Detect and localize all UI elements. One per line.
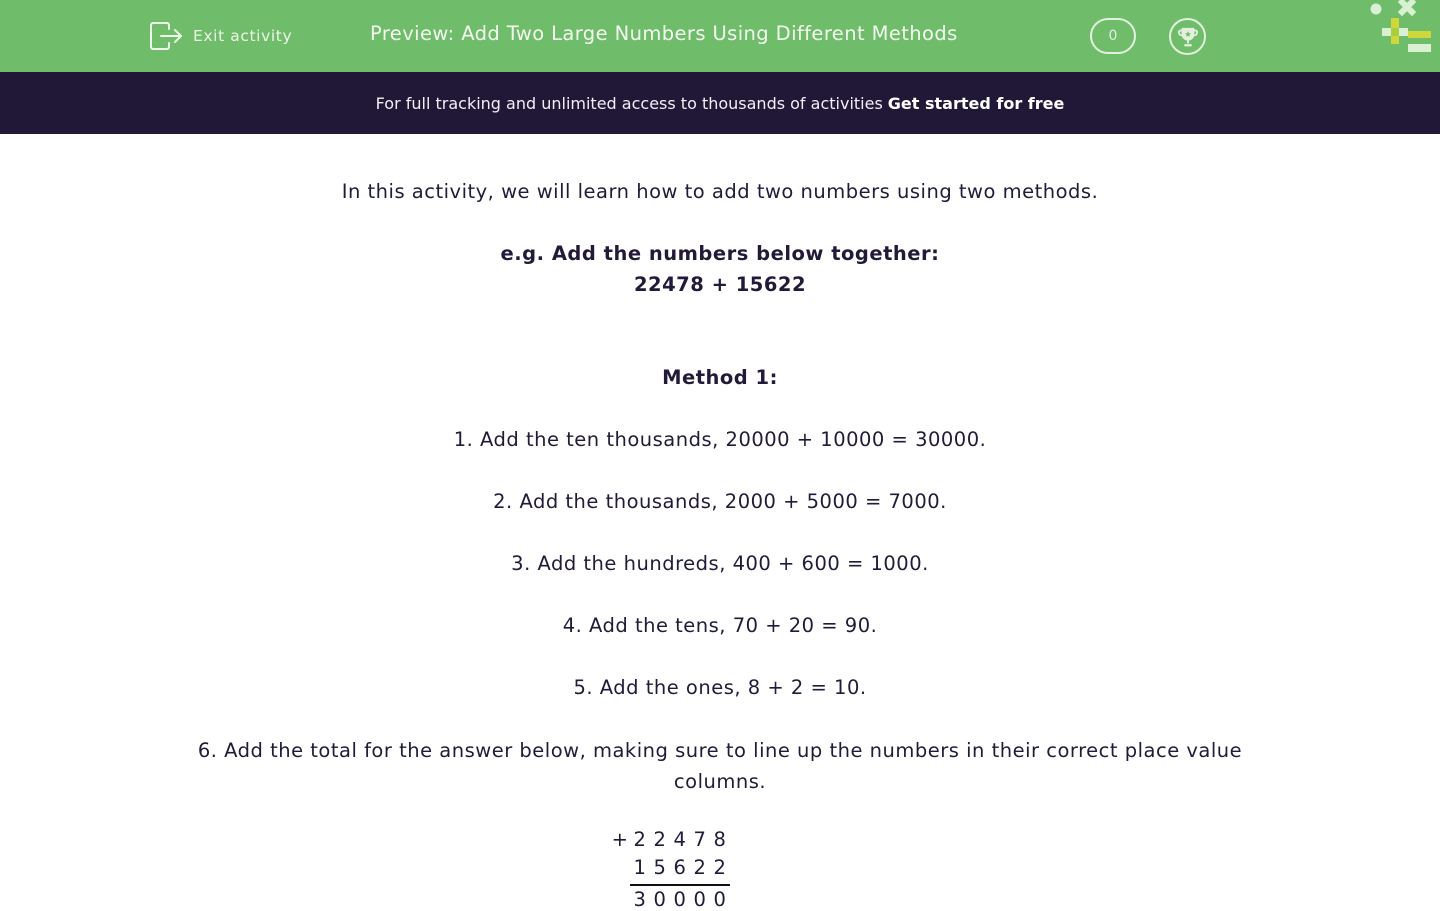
- digit: 2: [633, 828, 647, 851]
- addend-row-2: [610, 856, 735, 884]
- digit: 0: [673, 888, 687, 911]
- digit: 4: [673, 828, 687, 851]
- signup-banner: [0, 72, 1440, 134]
- trophy-icon: [1177, 26, 1199, 48]
- column-addition: [610, 828, 735, 911]
- digit: 2: [653, 828, 667, 851]
- exit-activity-label: Exit activity: [193, 27, 293, 45]
- exit-icon: [149, 21, 183, 51]
- example-heading: e.g. Add the numbers below together:: [500, 242, 940, 265]
- intro-text: In this activity, we will learn how to add two numbers using two methods.: [341, 180, 1099, 203]
- digit: 0: [713, 888, 727, 911]
- digit: 6: [673, 856, 687, 879]
- digit: 0: [653, 888, 667, 911]
- step-6: 6. Add the total for the answer below, making sure to line up the numbers in their correct place value columns.: [197, 739, 1243, 793]
- brand-logo-icon: [1366, 0, 1440, 56]
- digit: 3: [633, 888, 647, 911]
- digit: 2: [713, 856, 727, 879]
- digit: 7: [693, 828, 707, 851]
- get-started-link[interactable]: Get started for free: [887, 93, 1065, 113]
- plus-sign: +: [611, 828, 629, 851]
- digit: 5: [653, 856, 667, 879]
- trophy-button[interactable]: [1169, 18, 1206, 55]
- sum-rule: [630, 884, 730, 886]
- banner-text: For full tracking and unlimited access to thousands of activities: [375, 93, 883, 113]
- score-badge[interactable]: [1090, 18, 1136, 54]
- step-5: 5. Add the ones, 8 + 2 = 10.: [573, 676, 867, 699]
- step-2: 2. Add the thousands, 2000 + 5000 = 7000.: [493, 490, 947, 513]
- page-title: Preview: Add Two Large Numbers Using Different Methods: [370, 22, 958, 45]
- example-sum: 22478 + 15622: [633, 273, 807, 296]
- digit: 0: [693, 888, 707, 911]
- step-1: 1. Add the ten thousands, 20000 + 10000 = 30000.: [453, 428, 987, 451]
- method-heading: Method 1:: [662, 366, 778, 389]
- step-4: 4. Add the tens, 70 + 20 = 90.: [562, 614, 878, 637]
- digit: 1: [633, 856, 647, 879]
- score-value: 0: [1108, 28, 1118, 44]
- addend-row-1: [610, 828, 735, 856]
- exit-activity-button[interactable]: [149, 20, 292, 52]
- step-3: 3. Add the hundreds, 400 + 600 = 1000.: [511, 552, 929, 575]
- digit: 8: [713, 828, 727, 851]
- digit: 2: [693, 856, 707, 879]
- top-bar: [0, 0, 1440, 72]
